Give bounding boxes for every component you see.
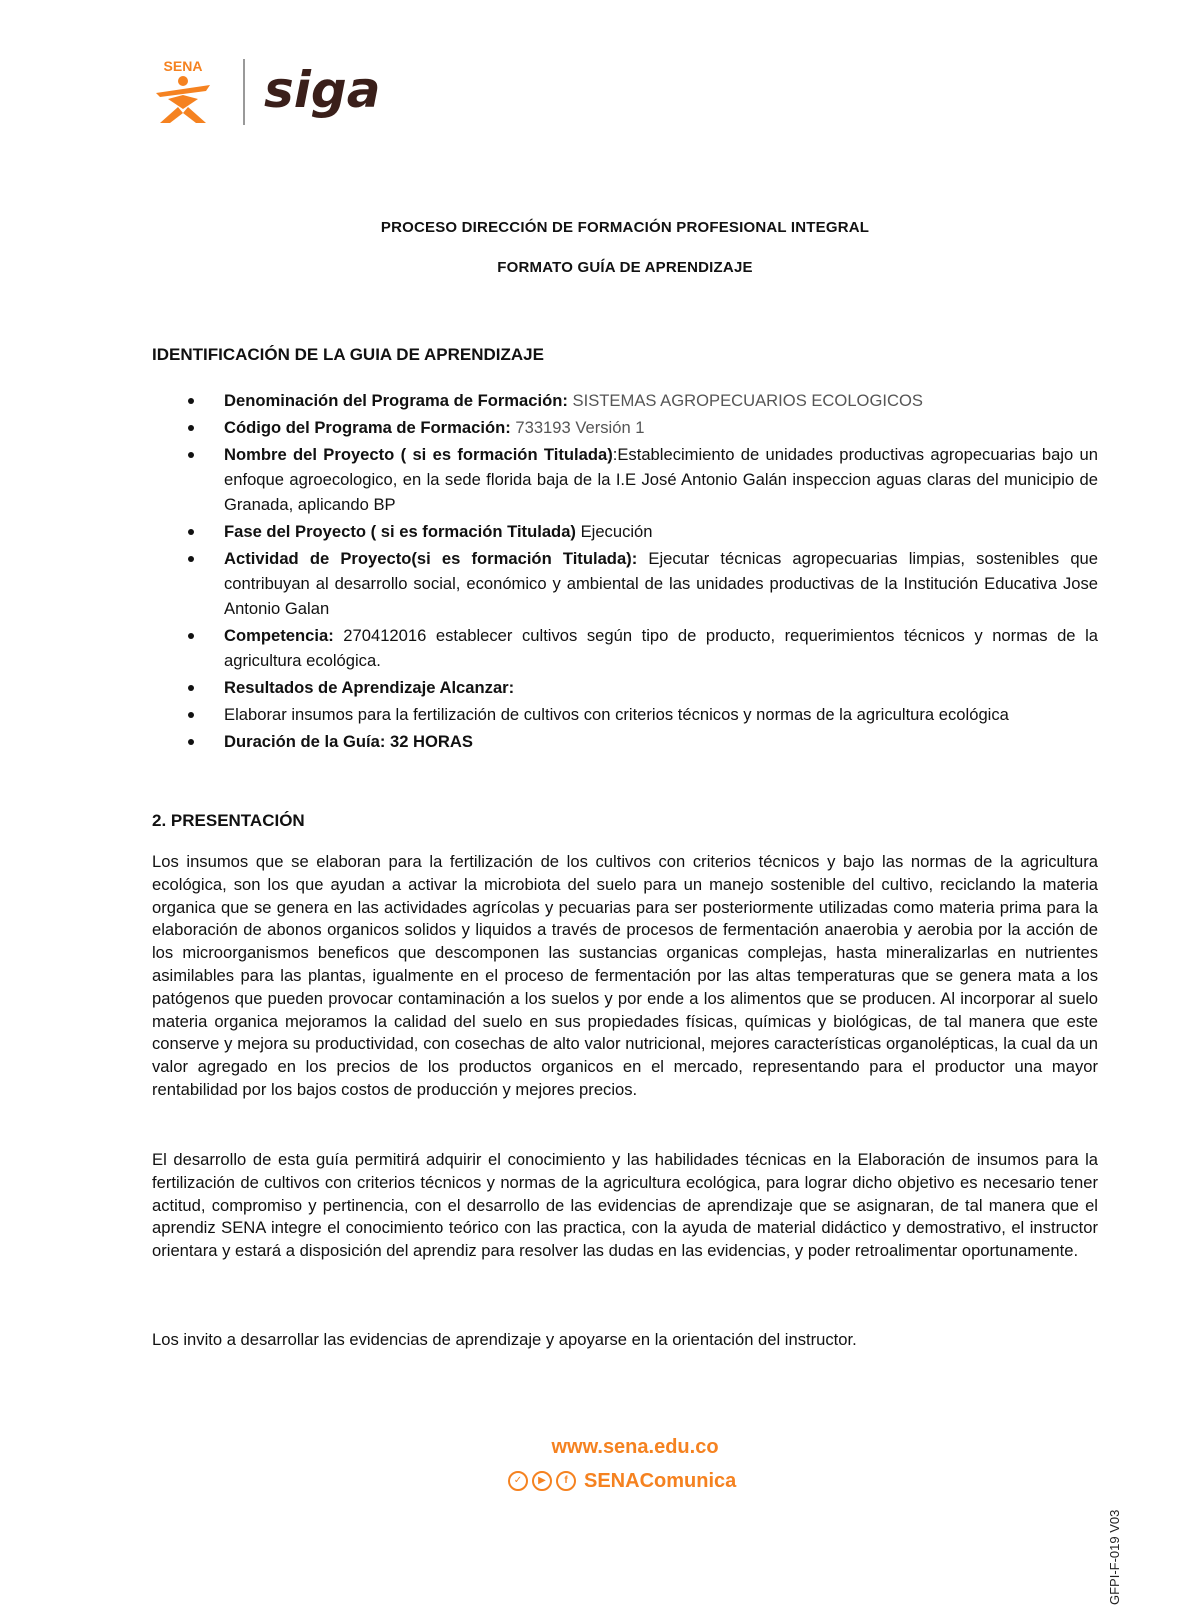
identification-list <box>152 388 1098 756</box>
youtube-icon[interactable]: ▶ <box>532 1471 552 1491</box>
list-item: Código del Programa de Formación: 733193 Versión 1 <box>152 415 1098 440</box>
footer-social <box>508 1466 736 1496</box>
list-item: Nombre del Proyecto ( si es formación Titulada):Establecimiento de unidades productivas agropecuarias bajo un enfoque agroecologico, en la sede florida baja de la I.E José Antonio Galán inspeccion aguas claras del municipio de Granada, aplicando BP <box>152 442 1098 517</box>
list-item: Resultados de Aprendizaje Alcanzar: <box>152 675 1098 700</box>
format-title: FORMATO GUÍA DE APRENDIZAJE <box>497 259 753 276</box>
document-code: GFPI-F-019 V03 <box>1107 1509 1122 1605</box>
header-logos <box>148 55 388 135</box>
presentation-heading: 2. PRESENTACIÓN <box>152 811 305 830</box>
process-title: PROCESO DIRECCIÓN DE FORMACIÓN PROFESIONAL INTEGRAL <box>380 219 870 236</box>
siga-logo <box>260 57 390 127</box>
svg-text:siga: siga <box>264 61 381 119</box>
list-item: Fase del Proyecto ( si es formación Titulada) Ejecución <box>152 519 1098 544</box>
list-item: Duración de la Guía: 32 HORAS <box>152 729 1098 754</box>
twitter-icon[interactable]: ✓ <box>508 1471 528 1491</box>
list-item: Elaborar insumos para la fertilización de cultivos con criterios técnicos y normas de la agricultura ecológica <box>152 702 1098 727</box>
facebook-icon[interactable]: f <box>556 1471 576 1491</box>
footer-url-link[interactable]: www.sena.edu.co <box>551 1436 719 1458</box>
svg-text:SENA: SENA <box>163 58 203 74</box>
social-handle[interactable]: SENAComunica <box>584 1469 737 1492</box>
presentation-paragraph-2: El desarrollo de esta guía permitirá adquirir el conocimiento y las habilidades técnicas en la Elaboración de insumos para la fertilización de cultivos con criterios técnicos y normas de la agricultura ecológica, para lograr dicho objetivo es necesario tener actitud, compromiso y pertinencia, con el desarrollo de las evidencias de aprendizaje que se asignaran, de tal manera que el aprendiz SENA integre el conocimiento teórico con las practica, con la ayuda de material didáctico y demostrativo, el instructor orientara y estará a disposición del aprendiz para resolver las dudas en las evidencias, y poder retroalimentar oportunamente. <box>152 1150 1098 1261</box>
presentation-paragraph-1: Los insumos que se elaboran para la fertilización de los cultivos con criterios técnicos y bajo las normas de la agricultura ecológica, son los que ayudan a activar la microbiota del suelo para un manejo sostenible del cultivo, reciclando la materia organica que se genera en las actividades agrícolas y pecuarias para ser posteriormente utilizadas como materia prima para la elaboración de abonos organicos solidos y liquidos a través de procesos de fermentación anaerobia y aerobia por la acción de los microorganismos beneficos que descomponen las sustancias organicas complejas, hasta mineralizarlas en nutrientes asimilables para las plantas, igualmente en el proceso de fermentación por las altas temperaturas que se genera mata a los patógenos que pueden provocar contaminación a los suelos y por ende a los alimentos que se producen. Al incorporar al suelo materia organica mejoramos la calidad del suelo en sus propiedades físicas, químicas y biológicas, de tal manera que este conserve y mejora su productividad, con cosechas de alto valor nutricional, mejores características organolépticas, la cual da un valor agregado en los precios de los productos organicos en el mercado, representando para el productor una mayor rentabilidad por los bajos costos de producción y mejores precios. <box>152 852 1098 1099</box>
identification-heading: IDENTIFICACIÓN DE LA GUIA DE APRENDIZAJE <box>152 345 544 364</box>
presentation-paragraph-3: Los invito a desarrollar las evidencias de aprendizaje y apoyarse en la orientación del instructor. <box>152 1330 857 1349</box>
list-item: Actividad de Proyecto(si es formación Titulada): Ejecutar técnicas agropecuarias limpias, sostenibles que contribuyan al desarrollo social, económico y ambiental de las unidades productivas de la Institución Educativa Jose Antonio Galan <box>152 546 1098 621</box>
list-item: Denominación del Programa de Formación: SISTEMAS AGROPECUARIOS ECOLOGICOS <box>152 388 1098 413</box>
list-item: Competencia: 270412016 establecer cultivos según tipo de producto, requerimientos técnicos y normas de la agricultura ecológica. <box>152 623 1098 673</box>
logo-divider <box>243 59 245 125</box>
sena-logo <box>148 55 218 125</box>
